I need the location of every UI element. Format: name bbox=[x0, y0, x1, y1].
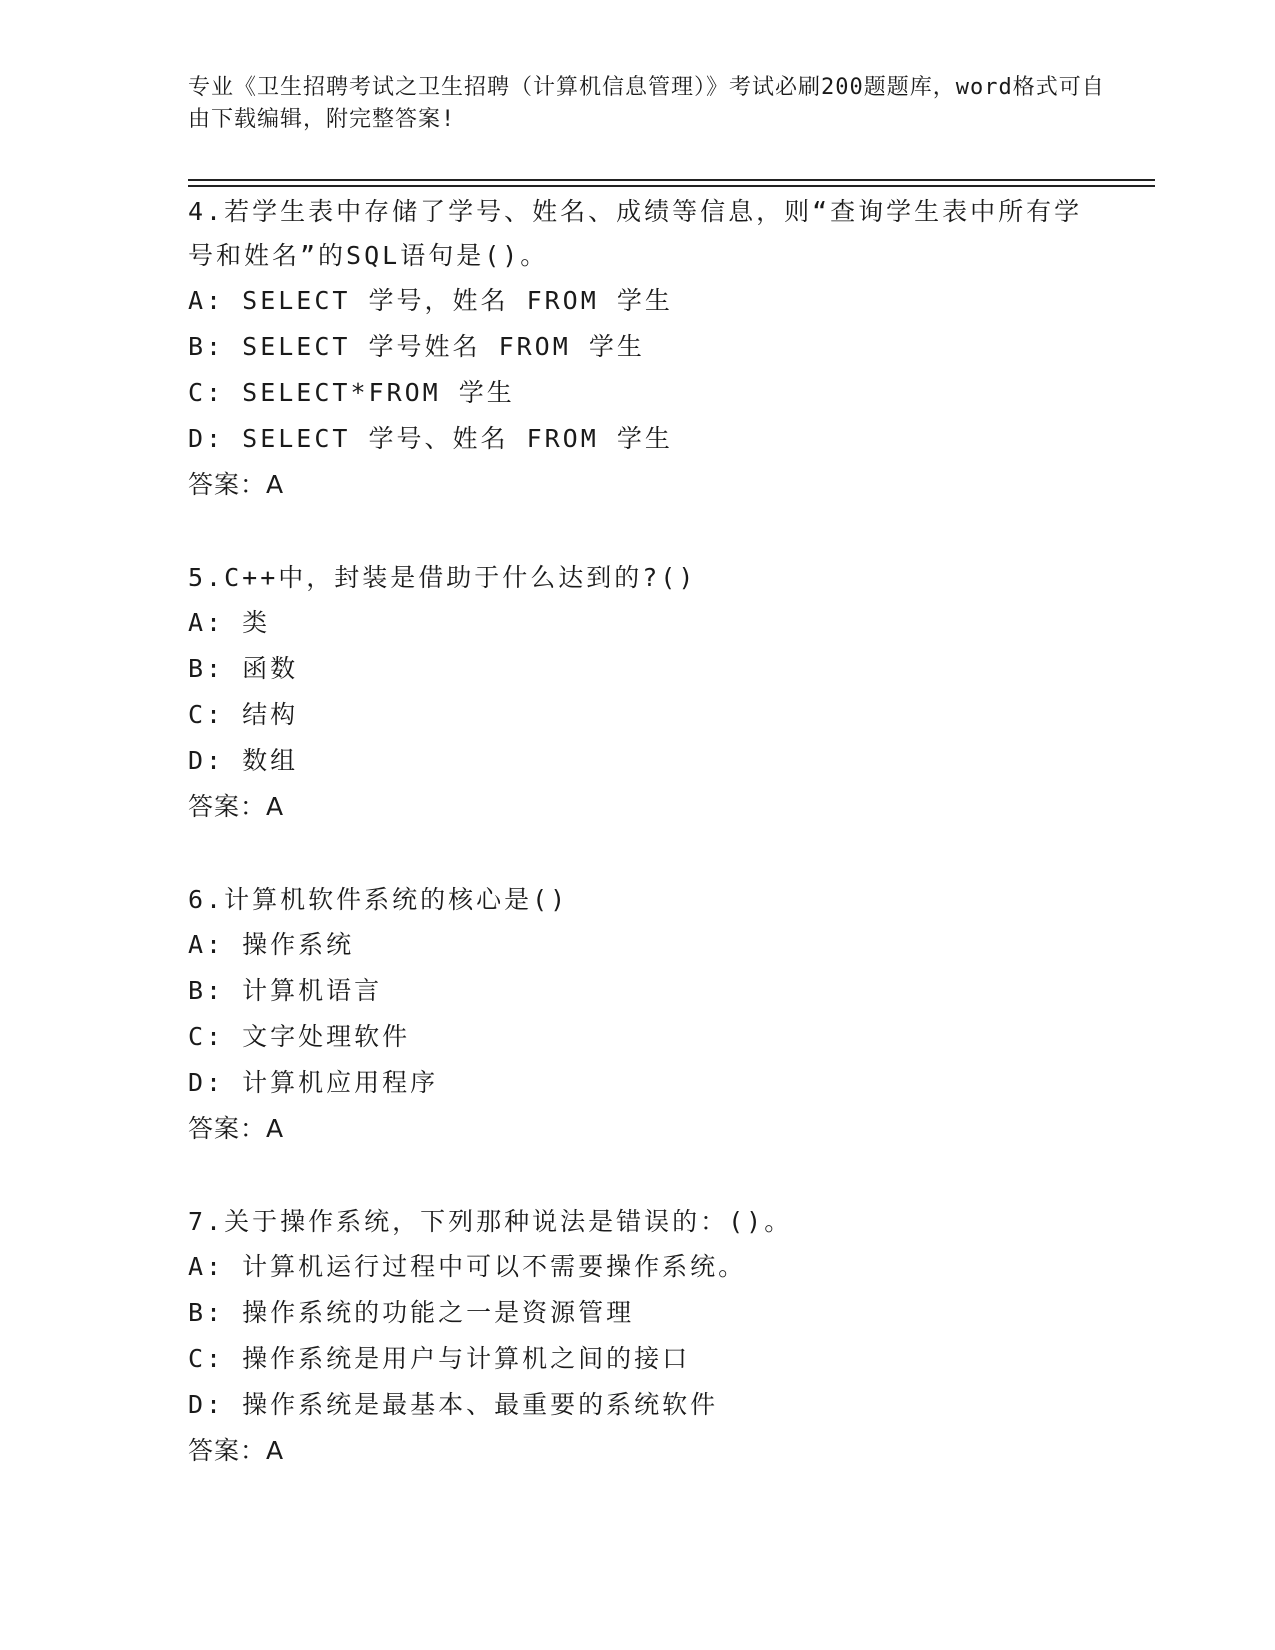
answer: 答案：A bbox=[188, 1436, 285, 1465]
option-a: A: 类 bbox=[188, 608, 271, 637]
header-title: 专业《卫生招聘考试之卫生招聘（计算机信息管理）》考试必刷200题题库，word格式可自由下载编辑，附完整答案! bbox=[188, 75, 1105, 132]
question-stem: 4.若学生表中存储了学号、姓名、成绩等信息，则“查询学生表中所有学号和姓名”的SQL语句是()。 bbox=[188, 197, 1083, 270]
option-d: D: 操作系统是最基本、最重要的系统软件 bbox=[188, 1390, 719, 1419]
answer: 答案：A bbox=[188, 470, 285, 499]
question-6 bbox=[188, 878, 1108, 1152]
option-b: B: SELECT 学号姓名 FROM 学生 bbox=[188, 332, 645, 361]
answer: 答案：A bbox=[188, 1114, 285, 1143]
option-b: B: 计算机语言 bbox=[188, 976, 383, 1005]
option-b: B: 操作系统的功能之一是资源管理 bbox=[188, 1298, 635, 1327]
header-rule-bottom bbox=[188, 185, 1155, 187]
question-stem: 6.计算机软件系统的核心是() bbox=[188, 885, 569, 914]
option-b: B: 函数 bbox=[188, 654, 299, 683]
question-stem: 5.C++中，封装是借助于什么达到的?() bbox=[188, 563, 697, 592]
option-c: C: SELECT*FROM 学生 bbox=[188, 378, 515, 407]
option-c: C: 文字处理软件 bbox=[188, 1022, 411, 1051]
option-d: D: 计算机应用程序 bbox=[188, 1068, 439, 1097]
question-5 bbox=[188, 556, 1108, 830]
question-7 bbox=[188, 1200, 1108, 1474]
answer: 答案：A bbox=[188, 792, 285, 821]
option-d: D: 数组 bbox=[188, 746, 299, 775]
option-a: A: 操作系统 bbox=[188, 930, 355, 959]
option-c: C: 结构 bbox=[188, 700, 299, 729]
option-c: C: 操作系统是用户与计算机之间的接口 bbox=[188, 1344, 691, 1373]
header-rule-top bbox=[188, 179, 1155, 181]
option-d: D: SELECT 学号、姓名 FROM 学生 bbox=[188, 424, 673, 453]
document-header bbox=[188, 72, 1108, 136]
option-a: A: SELECT 学号，姓名 FROM 学生 bbox=[188, 286, 673, 315]
option-a: A: 计算机运行过程中可以不需要操作系统。 bbox=[188, 1252, 747, 1281]
question-stem: 7.关于操作系统，下列那种说法是错误的：()。 bbox=[188, 1207, 793, 1236]
question-4 bbox=[188, 190, 1108, 508]
question-list bbox=[188, 190, 1108, 1522]
